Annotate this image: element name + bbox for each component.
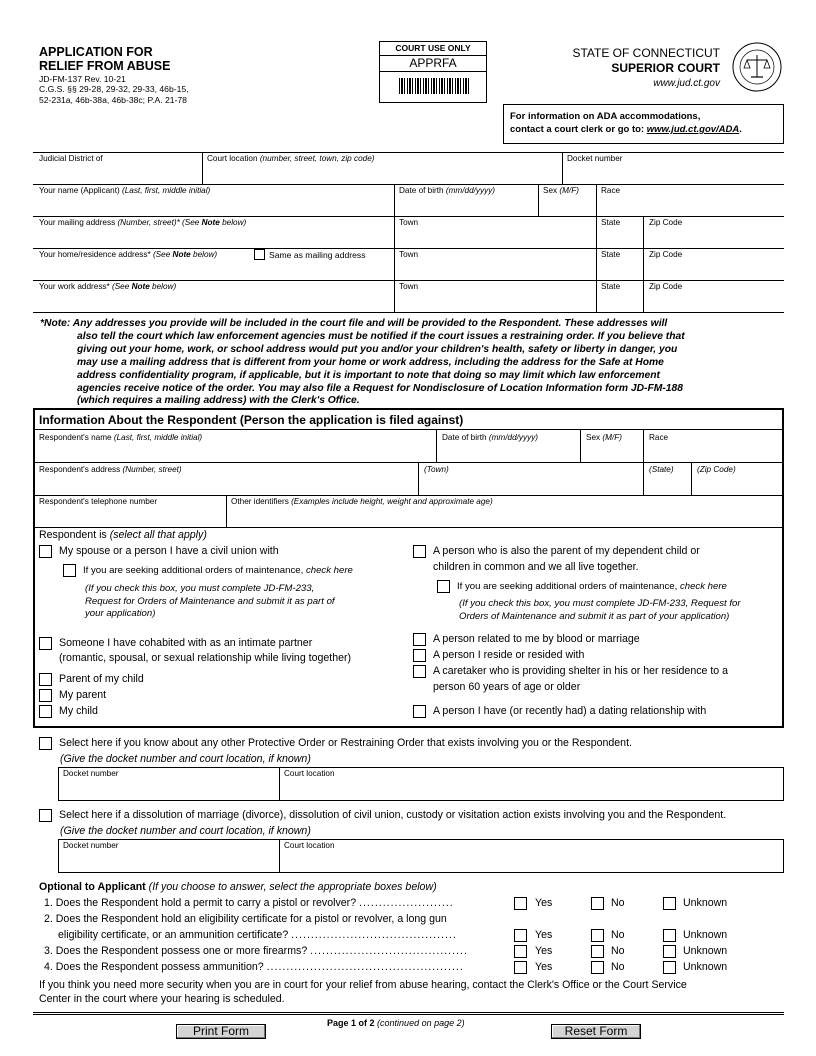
- print-form-button[interactable]: Print Form: [176, 1024, 266, 1039]
- respondent-section-title: Information About the Respondent (Person the application is filed against): [39, 413, 464, 427]
- work-town-field[interactable]: Town: [399, 282, 419, 291]
- optional-hint: (If you choose to answer, select the appropriate boxes below): [148, 881, 437, 893]
- protective-docket-field[interactable]: Docket number: [63, 769, 119, 778]
- rule: [33, 216, 784, 217]
- below-word: below): [152, 282, 177, 291]
- maintenance-right-instructions: [459, 598, 741, 623]
- rule: [33, 280, 784, 281]
- court-code: APPRFA: [380, 56, 486, 72]
- form-title: [39, 45, 239, 73]
- divider: [226, 495, 227, 528]
- respondent-address-field[interactable]: [39, 465, 182, 475]
- court-location-field[interactable]: [207, 154, 375, 164]
- sex-label: Sex: [543, 186, 558, 195]
- ada-period: .: [739, 124, 742, 135]
- reset-form-button[interactable]: Reset Form: [551, 1024, 641, 1039]
- q3-no-checkbox[interactable]: [591, 945, 604, 958]
- caretaker-label: [433, 665, 728, 694]
- q4-yes-checkbox[interactable]: [514, 961, 527, 974]
- website: www.jud.ct.gov: [653, 78, 720, 89]
- q4-text: 4. Does the Respondent possess ammunition?: [44, 961, 264, 973]
- respondent-is-label: Respondent is: [39, 529, 107, 541]
- dissolution-label: Select here if a dissolution of marriage (divorce), dissolution of civil union, custody or visitation action exists involving you and the Respondent.: [59, 809, 727, 821]
- home-zip-field[interactable]: Zip Code: [649, 250, 683, 259]
- unknown-label: Unknown: [683, 961, 728, 973]
- divider: [202, 152, 203, 185]
- rule: [33, 462, 784, 463]
- resp-dob-label: Date of birth: [442, 433, 487, 442]
- resp-name-label: Respondent's name: [39, 433, 112, 442]
- respondent-sex-field[interactable]: [586, 433, 622, 443]
- resp-dob-hint: (mm/dd/yyyy): [488, 433, 539, 442]
- q4-unknown-checkbox[interactable]: [663, 961, 676, 974]
- respondent-phone-field[interactable]: Respondent's telephone number: [39, 497, 158, 506]
- respondent-is-heading: [39, 529, 207, 542]
- work-label: Your work address*: [39, 282, 110, 291]
- my-child-checkbox[interactable]: [39, 705, 52, 718]
- mailing-address-field[interactable]: [39, 218, 246, 228]
- protective-order-checkbox[interactable]: [39, 737, 52, 750]
- divider: [279, 839, 280, 873]
- rule: [33, 527, 784, 528]
- cohabit-line: (romantic, spousal, or sexual relationship while living together): [59, 652, 352, 664]
- mailing-label: Your mailing address: [39, 218, 116, 227]
- no-label: No: [611, 897, 625, 909]
- dating-checkbox[interactable]: [413, 705, 426, 718]
- respondent-is-hint: (select all that apply): [109, 529, 207, 541]
- ada-box: [503, 104, 784, 144]
- below-word: below): [222, 218, 247, 227]
- note-line: giving out your home, work, or school address would put you and/or your children's health, safety or liberty in danger, you: [77, 343, 678, 355]
- same-as-mailing-label: Same as mailing address: [269, 250, 366, 260]
- other-identifiers-field[interactable]: [231, 497, 493, 507]
- parent-child-line: children in common and we all live together.: [433, 561, 639, 573]
- caretaker-line: person 60 years of age or older: [433, 681, 581, 693]
- respondent-town-field[interactable]: (Town): [424, 465, 449, 474]
- check-here-text: check here: [305, 565, 353, 576]
- my-parent-checkbox[interactable]: [39, 689, 52, 702]
- divider: [562, 152, 563, 185]
- divider: [538, 184, 539, 217]
- court-header: [540, 46, 720, 91]
- applicant-sex-field[interactable]: [543, 186, 579, 196]
- home-town-field[interactable]: Town: [399, 250, 419, 259]
- parent-of-dependent-checkbox[interactable]: [413, 545, 426, 558]
- mailing-state-field[interactable]: State: [601, 218, 621, 227]
- cohabit-line: Someone I have cohabited with as an intimate partner: [59, 637, 313, 649]
- other-ids-hint: (Examples include height, weight and approximate age): [291, 497, 493, 506]
- applicant-name-label: Your name (Applicant): [39, 186, 120, 195]
- maint-check-text: If you are seeking additional orders of maintenance,: [457, 581, 678, 592]
- my-parent-label: My parent: [59, 689, 107, 701]
- footer-rule: [33, 1012, 784, 1015]
- yes-label: Yes: [535, 897, 553, 909]
- court-location-hint: (number, street, town, zip code): [259, 154, 375, 163]
- resp-name-hint: (Last, first, middle initial): [113, 433, 203, 442]
- question-4: 4. Does the Respondent possess ammunition? ..................................................: [44, 961, 464, 973]
- q1-yes-checkbox[interactable]: [514, 897, 527, 910]
- page-number: Page 1 of 2: [327, 1018, 375, 1028]
- q3-unknown-checkbox[interactable]: [663, 945, 676, 958]
- divider: [643, 462, 644, 495]
- divider: [580, 429, 581, 462]
- maintenance-right-checkbox[interactable]: [437, 580, 450, 593]
- home-address-field[interactable]: [39, 250, 217, 260]
- applicant-name-hint: (Last, first, middle initial): [122, 186, 211, 195]
- security-line: If you think you need more security when you are in court for your relief from abuse hearing, contact the Clerk's Office or the Court Service: [39, 979, 687, 991]
- note-line: address confidentiality program, if applicable, but it is important to note that doing so may limit which law enforcement: [77, 369, 660, 381]
- statutes-line-1: C.G.S. §§ 29-28, 29-32, 29-33, 46b-15,: [39, 84, 189, 95]
- respondent-race-field[interactable]: Race: [649, 433, 669, 442]
- q1-unknown-checkbox[interactable]: [663, 897, 676, 910]
- court-use-only-box: [379, 41, 487, 103]
- judicial-district-field[interactable]: Judicial District of: [39, 154, 103, 163]
- yes-label: Yes: [535, 961, 553, 973]
- respondent-name-field[interactable]: [39, 433, 202, 443]
- dissolution-docket-field[interactable]: Docket number: [63, 841, 119, 850]
- rule: [33, 312, 784, 313]
- q4-no-checkbox[interactable]: [591, 961, 604, 974]
- maintenance-left-instructions: [85, 583, 335, 621]
- parent-of-child-label: Parent of my child: [59, 673, 144, 685]
- security-note: [39, 978, 687, 1006]
- divider: [643, 429, 644, 462]
- q1-text: 1. Does the Respondent hold a permit to carry a pistol or revolver?: [44, 897, 357, 909]
- divider: [418, 462, 419, 495]
- maint-left-line: (If you check this box, you must complete JD-FM-233,: [85, 583, 315, 594]
- note-word: Note: [131, 282, 150, 291]
- sex-hint: (M/F): [559, 186, 579, 195]
- dissolution-hint: (Give the docket number and court location, if known): [60, 825, 311, 837]
- mailing-town-field[interactable]: Town: [399, 218, 419, 227]
- rule: [33, 152, 784, 153]
- q2-unknown-checkbox[interactable]: [663, 929, 676, 942]
- cohabited-label: [59, 637, 351, 665]
- title-line-1: APPLICATION FOR: [39, 45, 153, 59]
- ada-line-2: contact a court clerk or go to:: [510, 124, 645, 135]
- statutes-line-2: 52-231a, 46b-38a, 46b-38c; P.A. 21-78: [39, 94, 187, 105]
- question-1: 1. Does the Respondent hold a permit to carry a pistol or revolver? ........................: [44, 897, 454, 909]
- question-2-line-1: 2. Does the Respondent hold an eligibility certificate for a pistol or revolver, a long gun: [44, 913, 447, 925]
- note-line: (which requires a mailing address) with the Clerk's Office.: [77, 395, 360, 407]
- other-ids-label: Other identifiers: [231, 497, 289, 506]
- q2-no-checkbox[interactable]: [591, 929, 604, 942]
- dob-hint: (mm/dd/yyyy): [445, 186, 496, 195]
- respondent-state-field[interactable]: (State): [649, 465, 674, 474]
- no-label: No: [611, 961, 625, 973]
- work-hint: (See: [111, 282, 130, 291]
- ada-link[interactable]: www.jud.ct.gov/ADA: [646, 124, 740, 135]
- q3-text: 3. Does the Respondent possess one or more firearms?: [44, 945, 308, 957]
- resp-sex-hint: (M/F): [602, 433, 622, 442]
- parent-of-child-checkbox[interactable]: [39, 673, 52, 686]
- rule: [33, 429, 784, 430]
- maintenance-left-label: [83, 565, 353, 577]
- same-as-mailing-checkbox[interactable]: [254, 249, 265, 260]
- dob-label: Date of birth: [399, 186, 444, 195]
- state-seal-icon: [732, 42, 782, 92]
- protective-order-table: [58, 767, 784, 801]
- question-2-line-2: eligibility certificate, or an ammunition certificate? ..........................................: [58, 929, 457, 941]
- spouse-checkbox[interactable]: [39, 545, 52, 558]
- security-line: Center in the court where your hearing is scheduled.: [39, 993, 285, 1005]
- optional-heading: [39, 881, 437, 894]
- optional-title: Optional to Applicant: [39, 881, 146, 893]
- protective-order-hint: (Give the docket number and court location, if known): [60, 753, 311, 765]
- resp-address-label: Respondent's address: [39, 465, 121, 474]
- applicant-race-field[interactable]: Race: [601, 186, 621, 195]
- court-name: SUPERIOR COURT: [611, 61, 720, 75]
- caretaker-line: A caretaker who is providing shelter in his or her residence to a: [433, 665, 729, 677]
- divider: [436, 429, 437, 462]
- maintenance-left-checkbox[interactable]: [63, 564, 76, 577]
- work-zip-field[interactable]: Zip Code: [649, 282, 683, 291]
- page-indicator: [327, 1018, 465, 1028]
- maint-left-line: Request for Orders of Maintenance and submit it as part of: [85, 595, 335, 607]
- blood-relative-checkbox[interactable]: [413, 633, 426, 646]
- caretaker-checkbox[interactable]: [413, 665, 426, 678]
- respondent-zip-field[interactable]: (Zip Code): [697, 465, 736, 474]
- q2b-text: eligibility certificate, or an ammunition certificate?: [58, 929, 289, 941]
- mailing-hint: (Number, street)* (See: [117, 218, 200, 227]
- no-label: No: [611, 945, 625, 957]
- court-use-only-label: COURT USE ONLY: [380, 42, 486, 56]
- rule: [33, 184, 784, 185]
- maintenance-right-label: [457, 581, 727, 593]
- unknown-label: Unknown: [683, 929, 728, 941]
- court-location-label: Court location: [207, 154, 258, 163]
- reside-label: A person I reside or resided with: [433, 649, 585, 661]
- blood-relative-label: A person related to me by blood or marriage: [433, 633, 640, 645]
- maint-right-line: (If you check this box, you must complete JD-FM-233, Request for: [459, 598, 741, 609]
- dating-label: A person I have (or recently had) a dating relationship with: [433, 705, 707, 717]
- continued-text: (continued on page 2): [377, 1018, 465, 1028]
- my-child-label: My child: [59, 705, 98, 717]
- note-line: may use a mailing address that is different from your home or work address, including the address for the Safe at Home: [77, 356, 664, 368]
- work-address-field[interactable]: [39, 282, 176, 292]
- yes-label: Yes: [535, 945, 553, 957]
- divider: [279, 767, 280, 801]
- parent-of-dependent-label: [433, 545, 700, 574]
- note-line: agencies receive notice of the order. You may also file a Request for Nondisclosure of Location Information form JD-FM-188: [77, 382, 683, 394]
- docket-number-field[interactable]: Docket number: [567, 154, 623, 163]
- note-line: *Note: Any addresses you provide will be included in the court file and will be provided to the Respondent. These addresses will: [40, 318, 668, 329]
- yes-label: Yes: [535, 929, 553, 941]
- cohabited-checkbox[interactable]: [39, 637, 52, 650]
- resp-address-hint: (Number, street): [122, 465, 182, 474]
- note-line: also tell the court which law enforcement agencies must be notified if the court issues a restraining order. If you believe that: [77, 330, 685, 342]
- q3-yes-checkbox[interactable]: [514, 945, 527, 958]
- applicant-dob-field[interactable]: [399, 186, 495, 196]
- dissolution-location-field[interactable]: Court location: [284, 841, 335, 850]
- check-here-text: check here: [679, 581, 727, 592]
- dissolution-checkbox[interactable]: [39, 809, 52, 822]
- resp-sex-label: Sex: [586, 433, 601, 442]
- work-state-field[interactable]: State: [601, 282, 621, 291]
- unknown-label: Unknown: [683, 945, 728, 957]
- applicant-name-field[interactable]: [39, 186, 210, 196]
- below-word: below): [193, 250, 218, 259]
- parent-child-line: A person who is also the parent of my dependent child or: [433, 545, 700, 557]
- q1-no-checkbox[interactable]: [591, 897, 604, 910]
- rule: [33, 248, 784, 249]
- note-word: Note: [201, 218, 220, 227]
- maint-left-line: your application): [85, 608, 156, 619]
- home-hint: (See: [152, 250, 171, 259]
- maint-right-line: Orders of Maintenance and submit it as part of your application): [459, 610, 730, 622]
- form-number: JD-FM-137 Rev. 10-21: [39, 74, 126, 84]
- form-info: [39, 74, 249, 105]
- respondent-dob-field[interactable]: [442, 433, 538, 443]
- home-label: Your home/residence address*: [39, 250, 151, 259]
- rule: [33, 495, 784, 496]
- state-name: STATE OF CONNECTICUT: [572, 46, 720, 60]
- q2-yes-checkbox[interactable]: [514, 929, 527, 942]
- title-line-2: RELIEF FROM ABUSE: [39, 59, 171, 73]
- dissolution-table: [58, 839, 784, 873]
- reside-checkbox[interactable]: [413, 649, 426, 662]
- divider: [691, 462, 692, 495]
- barcode: [399, 78, 469, 94]
- divider: [643, 216, 644, 312]
- no-label: No: [611, 929, 625, 941]
- ada-line-1: For information on ADA accommodations,: [510, 111, 701, 122]
- protective-location-field[interactable]: Court location: [284, 769, 335, 778]
- unknown-label: Unknown: [683, 897, 728, 909]
- address-note: [40, 318, 780, 408]
- note-word: Note: [172, 250, 191, 259]
- protective-order-label: Select here if you know about any other Protective Order or Restraining Order that exists involving you or the Respondent.: [59, 737, 632, 749]
- maint-check-text: If you are seeking additional orders of maintenance,: [83, 565, 304, 576]
- mailing-zip-field[interactable]: Zip Code: [649, 218, 683, 227]
- spouse-label: My spouse or a person I have a civil union with: [59, 545, 279, 557]
- home-state-field[interactable]: State: [601, 250, 621, 259]
- question-3: 3. Does the Respondent possess one or more firearms? ........................................: [44, 945, 468, 957]
